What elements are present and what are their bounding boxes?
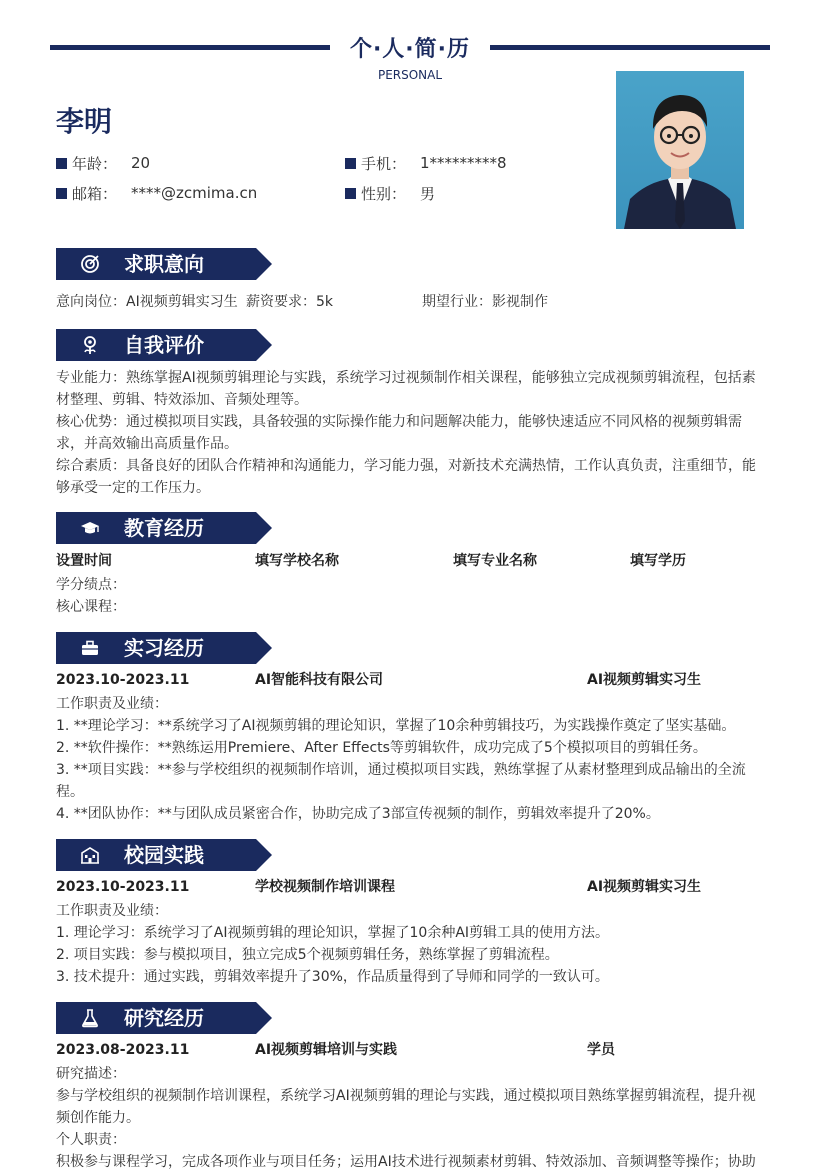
intern-line: 1. **理论学习：**系统学习了AI视频剪辑的理论知识，掌握了10余种剪辑技巧，为实践操作奠定了坚实基础。 [56,718,736,734]
section-header-self-eval [56,329,272,361]
intern-duty-label: 工作职责及业绩： [56,696,168,712]
section-title: 实习经历 [124,636,204,660]
gender-label: 性别： [361,184,407,203]
research-duty-line: 积极参与课程学习，完成各项作业与项目任务；运用AI技术进行视频素材剪辑、特效添加、音频调整等操作；协助 [56,1154,756,1170]
campus-org: 学校视频制作培训课程 [255,879,395,895]
campus-line: 2. 项目实践：参与模拟项目，独立完成5个视频剪辑任务，熟练掌握了剪辑流程。 [56,947,559,963]
bullet-square-icon [345,158,356,169]
age-value: 20 [131,154,151,172]
age-label: 年龄： [72,154,118,173]
email-row [56,182,257,204]
campus-line: 3. 技术提升：通过实践，剪辑效率提升了30%，作品质量得到了导师和同学的一致认可。 [56,969,609,985]
header-rule-right [490,45,770,50]
header-rule-left [50,45,330,50]
intent-industry: 期望行业：影视制作 [422,294,548,310]
gender-row [345,182,435,204]
phone-row [345,152,507,174]
edu-courses-label: 核心课程： [56,599,126,615]
section-header-education [56,512,272,544]
edu-school: 填写学校名称 [255,553,339,569]
section-header-job-intent [56,248,272,280]
research-project: AI视频剪辑培训与实践 [255,1042,398,1058]
bullet-square-icon [56,188,67,199]
section-header-research [56,1002,272,1034]
intern-line: 3. **项目实践：**参与学校组织的视频制作培训，通过模拟项目实践，熟练掌握了从素材整理到成品输出的全流 [56,762,746,778]
briefcase-icon [80,638,100,658]
intern-line: 4. **团队协作：**与团队成员紧密合作，协助完成了3部宣传视频的制作，剪辑效率提升了20%。 [56,806,660,822]
campus-role: AI视频剪辑实习生 [587,879,702,895]
bullet-square-icon [345,188,356,199]
flask-icon [80,1008,100,1028]
candidate-name: 李明 [56,105,113,138]
phone-value: 1*********8 [420,154,507,172]
email-value: ****@zcmima.cn [131,184,258,202]
intern-line: 2. **软件操作：**熟练运用Premiere、After Effects等剪辑软件，成功完成了5个模拟项目的剪辑任务。 [56,740,707,756]
phone-label: 手机： [361,154,407,173]
intent-position: 意向岗位：AI视频剪辑实习生 [56,294,238,310]
building-icon [80,845,100,865]
graduation-cap-icon [80,518,100,538]
bullet-square-icon [56,158,67,169]
email-label: 邮箱： [72,184,118,203]
section-title: 研究经历 [124,1006,204,1030]
intent-salary: 薪资要求：5k [246,294,334,310]
campus-duty-label: 工作职责及业绩： [56,903,168,919]
profile-photo [616,71,744,229]
intern-company: AI智能科技有限公司 [255,672,384,688]
intern-time: 2023.10-2023.11 [56,672,190,688]
target-icon [80,254,100,274]
self-eval-line: 求，并高效输出高质量作品。 [56,436,238,452]
self-eval-line: 够承受一定的工作压力。 [56,480,210,496]
self-eval-line: 核心优势：通过模拟项目实践，具备较强的实际操作能力和问题解决能力，能够快速适应不同风格的视频剪辑需 [56,414,742,430]
research-role: 学员 [587,1042,615,1058]
section-title: 求职意向 [124,252,204,276]
research-desc-line: 频创作能力。 [56,1110,140,1126]
gender-value: 男 [420,184,436,203]
edu-major: 填写专业名称 [453,553,537,569]
self-eval-line: 材整理、剪辑、特效添加、音频处理等。 [56,392,308,408]
research-time: 2023.08-2023.11 [56,1042,190,1058]
flower-icon [80,335,100,355]
edu-time: 设置时间 [56,553,112,569]
document-subtitle: PERSONAL [377,68,443,82]
section-header-internship [56,632,272,664]
campus-line: 1. 理论学习：系统学习了AI视频剪辑的理论知识，掌握了10余种AI剪辑工具的使用方法。 [56,925,610,941]
research-desc-label: 研究描述： [56,1066,126,1082]
section-title: 自我评价 [124,333,204,357]
intern-line: 程。 [56,784,84,800]
section-title: 校园实践 [124,843,204,867]
campus-time: 2023.10-2023.11 [56,879,190,895]
section-title: 教育经历 [124,516,204,540]
edu-degree: 填写学历 [630,553,686,569]
section-header-campus [56,839,272,871]
document-title: 个·人·简·历 [349,37,471,62]
edu-gpa-label: 学分绩点： [56,577,126,593]
age-row [56,152,150,174]
research-desc-line: 参与学校组织的视频制作培训课程，系统学习AI视频剪辑的理论与实践，通过模拟项目熟练掌握剪辑流程，提升视 [56,1088,756,1104]
self-eval-line: 综合素质：具备良好的团队合作精神和沟通能力，学习能力强，对新技术充满热情，工作认真负责，注重细节，能 [56,458,756,474]
intern-role: AI视频剪辑实习生 [587,672,702,688]
research-duty-label: 个人职责： [56,1132,126,1148]
self-eval-line: 专业能力：熟练掌握AI视频剪辑理论与实践，系统学习过视频制作相关课程，能够独立完成视频剪辑流程，包括素 [56,370,756,386]
